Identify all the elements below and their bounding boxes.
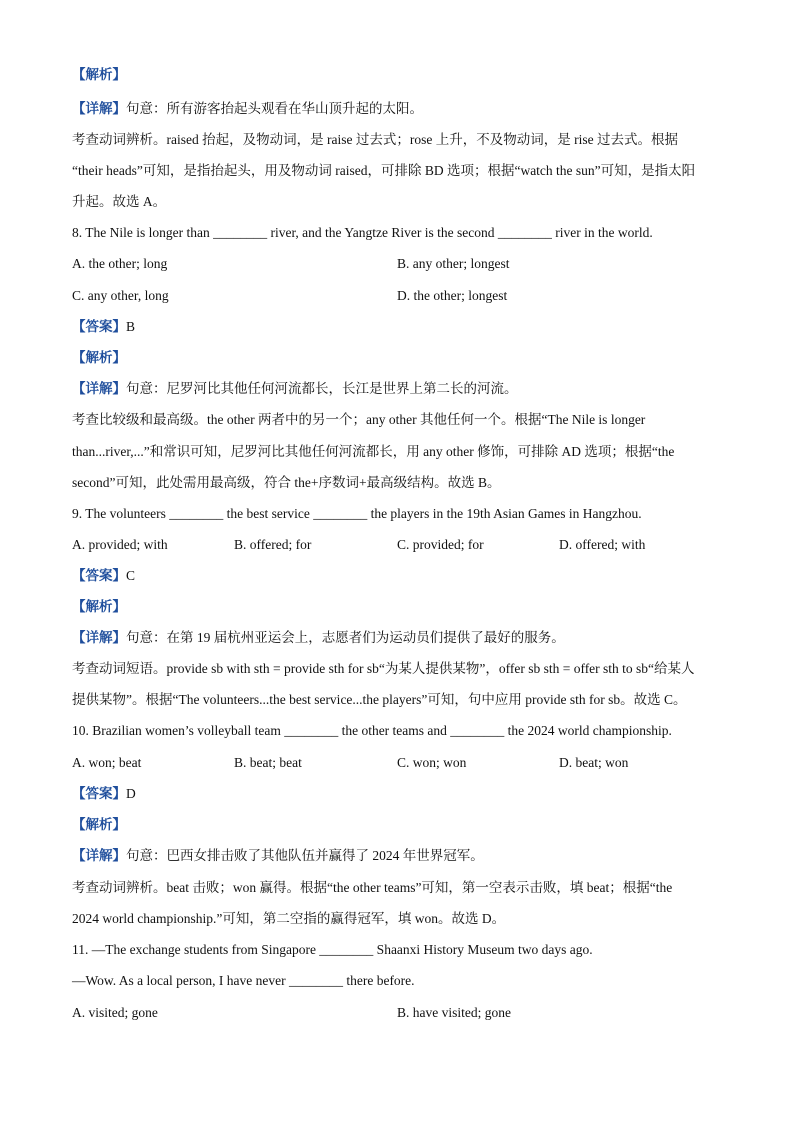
text-line xyxy=(72,691,687,709)
text-line xyxy=(72,162,695,180)
text-line xyxy=(72,847,484,865)
text-line xyxy=(72,380,518,398)
text-line xyxy=(72,972,415,990)
line-text: than...river,...”和常识可知，尼罗河比其他任何河流都长，用 any other 修饰，可排除 AD 选项；根据“the xyxy=(72,444,675,459)
text-line xyxy=(72,131,678,149)
section-label: 【详解】 xyxy=(72,848,126,863)
answer-option: C. won; won xyxy=(397,755,467,770)
text-line xyxy=(72,785,136,803)
text-line xyxy=(72,505,642,523)
answer-option: A. won; beat xyxy=(72,755,142,770)
line-text: 句意：在第 19 届杭州亚运会上，志愿者们为运动员们提供了最好的服务。 xyxy=(126,630,565,645)
line-text: 句意：尼罗河比其他任何河流都长，长江是世界上第二长的河流。 xyxy=(126,381,518,396)
section-label: 【详解】 xyxy=(72,630,126,645)
section-label: 【答案】 xyxy=(72,786,126,801)
line-text: 句意：所有游客抬起头观看在华山顶升起的太阳。 xyxy=(126,101,423,116)
line-text: 考查动词短语。provide sb with sth = provide sth for sb“为某人提供某物”，offer sb sth = offer sth to sb“给某人 xyxy=(72,661,695,676)
section-label: 【解析】 xyxy=(72,817,126,832)
line-text: —Wow. As a local person, I have never ________ there before. xyxy=(72,973,415,988)
section-label: 【解析】 xyxy=(72,67,126,82)
line-text: “their heads”可知，是指抬起头，用及物动词 raised，可排除 BD 选项；根据“watch the sun”可知，是指太阳 xyxy=(72,163,696,178)
line-text: 考查动词辨析。raised 抬起，及物动词，是 raise 过去式；rose 上升，不及物动词，是 rise 过去式。根据 xyxy=(72,132,678,147)
text-line xyxy=(72,567,135,585)
answer-option: A. the other; long xyxy=(72,256,168,271)
text-line xyxy=(72,910,505,928)
text-line xyxy=(72,66,126,84)
section-label: 【详解】 xyxy=(72,101,126,116)
text-line xyxy=(72,816,126,834)
section-label: 【解析】 xyxy=(72,599,126,614)
text-line xyxy=(72,598,126,616)
line-text: 考查比较级和最高级。the other 两者中的另一个；any other 其他任何一个。根据“The Nile is longer xyxy=(72,412,646,427)
answer-option: C. provided; for xyxy=(397,537,484,552)
line-text: 提供某物”。根据“The volunteers...the best service...the players”可知，句中应用 provide sth for sb。故选 C。 xyxy=(72,692,687,707)
text-line xyxy=(72,193,166,211)
answer-option: B. any other; longest xyxy=(397,256,510,271)
text-line xyxy=(72,443,674,461)
text-line xyxy=(72,411,645,429)
text-line xyxy=(72,941,593,959)
section-label: 【答案】 xyxy=(72,568,126,583)
answer-option: B. beat; beat xyxy=(234,755,302,770)
text-line xyxy=(72,660,695,678)
line-text: 11. —The exchange students from Singapore ________ Shaanxi History Museum two days ago. xyxy=(72,942,593,957)
line-text: 9. The volunteers ________ the best service ________ the players in the 19th Asian Games in Hangzhou. xyxy=(72,506,642,521)
text-line xyxy=(72,474,500,492)
section-label: 【答案】 xyxy=(72,319,126,334)
line-text: second”可知，此处需用最高级，符合 the+序数词+最高级结构。故选 B。 xyxy=(72,475,501,490)
answer-option: A. provided; with xyxy=(72,537,168,552)
line-text: 10. Brazilian women’s volleyball team ________ the other teams and ________ the 2024 world championship. xyxy=(72,723,672,738)
text-line xyxy=(72,722,672,740)
line-text: 句意：巴西女排击败了其他队伍并赢得了 2024 年世界冠军。 xyxy=(126,848,484,863)
answer-option: D. beat; won xyxy=(559,755,629,770)
text-line xyxy=(72,100,423,118)
section-label: 【详解】 xyxy=(72,381,126,396)
line-text: 2024 world championship.”可知，第二空指的赢得冠军，填 won。故选 D。 xyxy=(72,911,506,926)
line-text: C xyxy=(126,568,136,583)
answer-option: B. offered; for xyxy=(234,537,312,552)
section-label: 【解析】 xyxy=(72,350,126,365)
text-line xyxy=(72,349,126,367)
text-line xyxy=(72,318,135,336)
answer-option: C. any other, long xyxy=(72,288,169,303)
answer-option: B. have visited; gone xyxy=(397,1005,511,1020)
text-line xyxy=(72,629,565,647)
answer-option: A. visited; gone xyxy=(72,1005,158,1020)
text-line xyxy=(72,224,653,242)
line-text: 8. The Nile is longer than ________ river, and the Yangtze River is the second ________ river in the world. xyxy=(72,225,653,240)
line-text: 考查动词辨析。beat 击败；won 赢得。根据“the other teams”可知，第一空表示击败，填 beat；根据“the xyxy=(72,880,673,895)
line-text: B xyxy=(126,319,136,334)
line-text: D xyxy=(126,786,136,801)
answer-option: D. offered; with xyxy=(559,537,646,552)
line-text: 升起。故选 A。 xyxy=(72,194,167,209)
answer-option: D. the other; longest xyxy=(397,288,508,303)
text-line xyxy=(72,879,672,897)
